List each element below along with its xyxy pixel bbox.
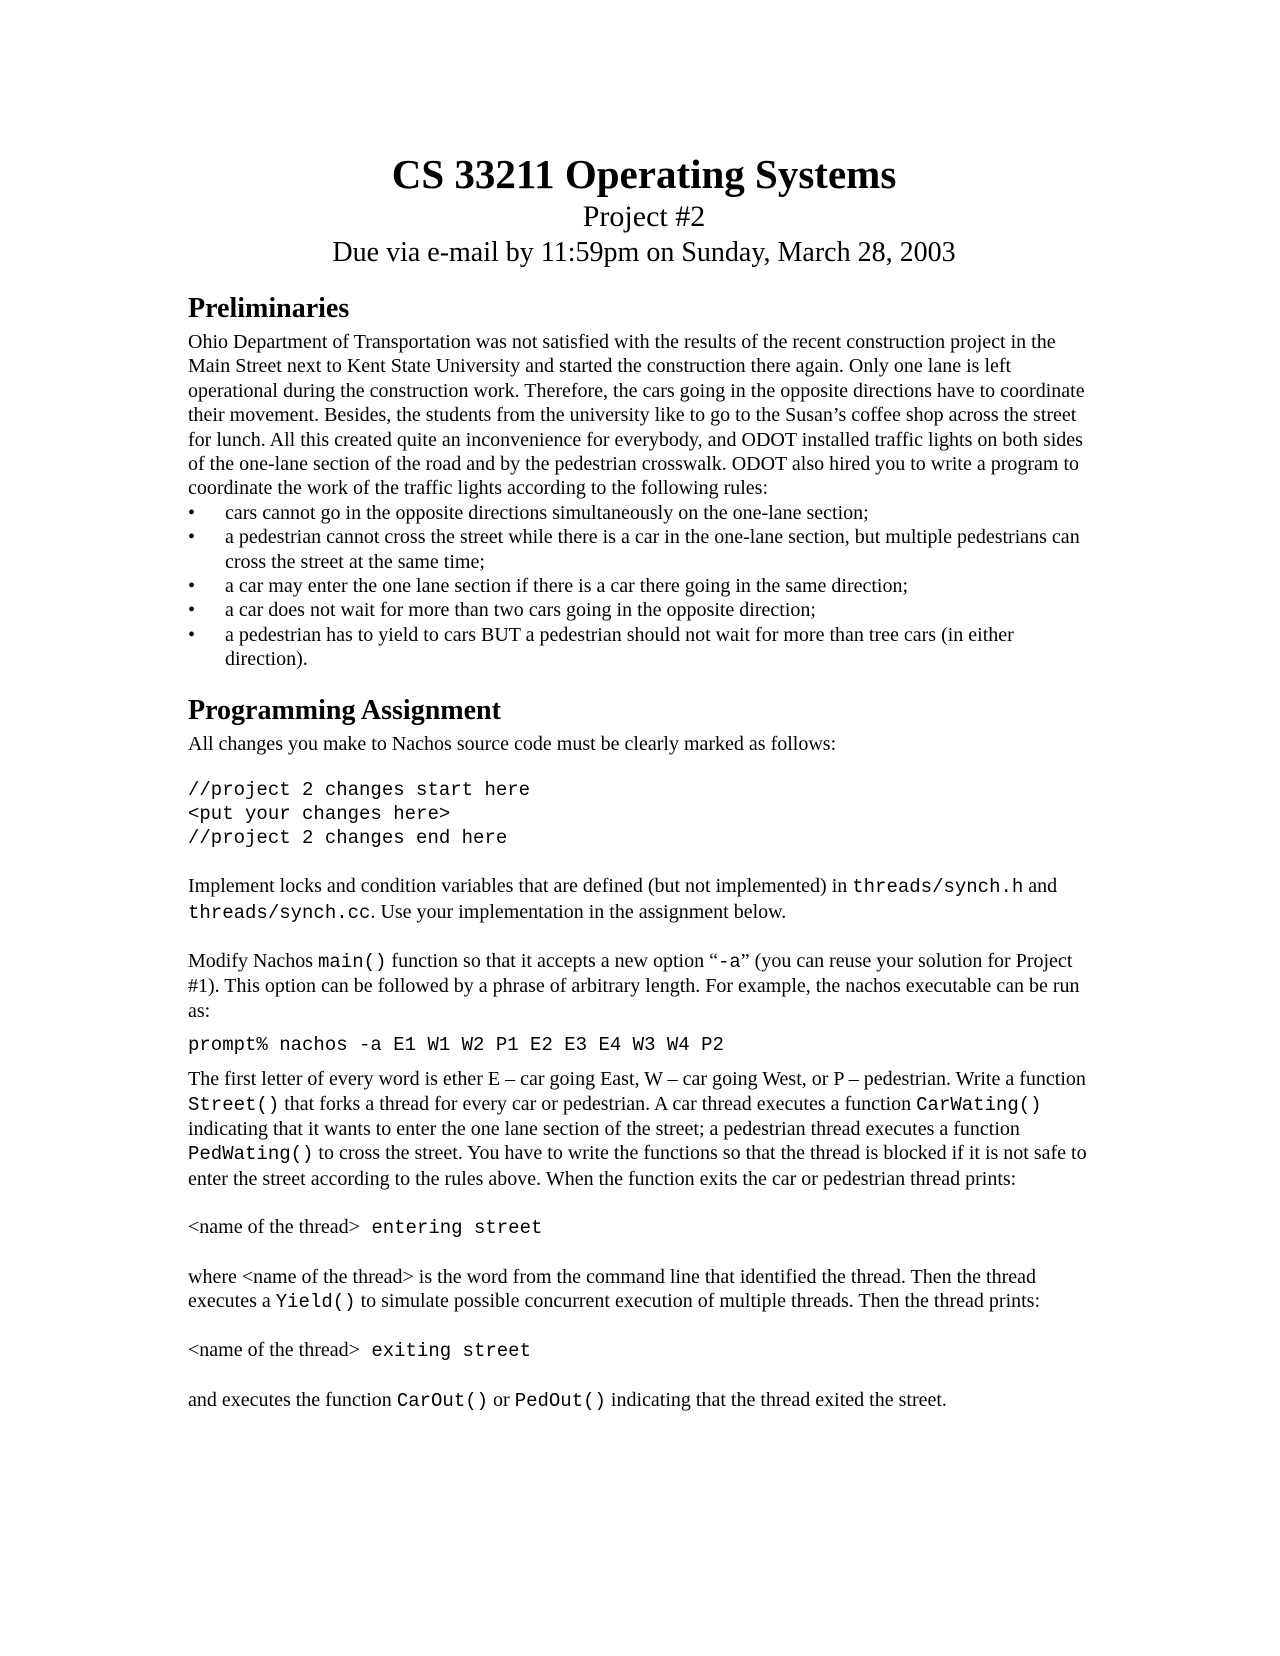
code-line: //project 2 changes end here	[188, 827, 508, 850]
rule-text: cars cannot go in the opposite directions simultaneously on the one-lane section;	[225, 501, 869, 524]
main-option-paragraph	[188, 949, 1100, 1023]
code-line: <put your changes here>	[188, 803, 451, 826]
preliminaries-paragraph: Ohio Department of Transportation was not satisfied with the results of the recent construction project in the Main Street next to Kent State University and started the construction there again. Only one lane is left operational during the construction work. Therefore, the cars going in the opposite directions have to coordinate their movement. Besides, the students from the university like to go to the Susan’s coffee shop across the street for lunch. All this created quite an inconvenience for everybody, and ODOT installed traffic lights on both sides of the one-lane section of the road and by the pedestrian crosswalk. ODOT also hired you to write a program to coordinate the work of the traffic lights according to the following rules:	[188, 331, 1085, 500]
title-block	[188, 150, 1100, 270]
code-option-a: -a	[717, 950, 741, 973]
project-subtitle: Project #2	[582, 200, 706, 233]
code-pedwating: PedWating()	[188, 1143, 314, 1166]
list-item	[188, 525, 1100, 574]
code-main: main()	[317, 950, 387, 973]
prompt-example: prompt% nachos -a E1 W1 W2 P1 E2 E3 E4 W3 W4 P2	[188, 1034, 724, 1057]
code-yield: Yield()	[275, 1290, 356, 1313]
entering-output-line	[188, 1215, 1100, 1240]
text-run: <name of the thread>	[188, 1216, 360, 1239]
yield-paragraph	[188, 1265, 1100, 1315]
code-line: //project 2 changes start here	[188, 779, 531, 802]
street-paragraph	[188, 1067, 1100, 1191]
code-block	[188, 778, 1100, 850]
list-item	[188, 598, 1100, 622]
file-path-synch-cc: threads/synch.cc	[188, 901, 371, 924]
code-exiting-street: exiting street	[359, 1340, 531, 1363]
text-run: or	[488, 1388, 515, 1411]
text-run: and	[1023, 875, 1058, 898]
bullet-icon: •	[188, 599, 196, 622]
bullet-icon: •	[188, 501, 196, 524]
text-run: The first letter of every word is ether E – car going East, W – car going West, or P – pedestrian. Write a function	[188, 1068, 1086, 1091]
text-run: function so that it accepts a new option “	[386, 949, 718, 972]
code-street: Street()	[188, 1093, 280, 1116]
text-run: Implement locks and condition variables that are defined (but not implemented) in	[188, 875, 853, 898]
list-item	[188, 501, 1100, 525]
bullet-icon: •	[188, 575, 196, 598]
carout-paragraph	[188, 1388, 1100, 1413]
rule-text: a car does not wait for more than two cars going in the opposite direction;	[225, 599, 816, 622]
text-run: that forks a thread for every car or pedestrian. A car thread executes a function	[279, 1092, 917, 1115]
bullet-icon: •	[188, 526, 196, 549]
due-date: Due via e-mail by 11:59pm on Sunday, March 28, 2003	[332, 237, 956, 268]
assignment-heading: Programming Assignment	[188, 694, 501, 726]
rule-text: a car may enter the one lane section if there is a car there going in the same direction;	[225, 575, 909, 598]
text-run: . Use your implementation in the assignment below.	[370, 900, 787, 923]
list-item	[188, 623, 1100, 672]
text-run: to cross the street. You have to write the functions so that the thread is blocked if it is not safe to enter the street according to the rules above. When the function exits the car or pedestrian thread prints:	[188, 1142, 1087, 1190]
bullet-icon: •	[188, 623, 196, 646]
locks-paragraph	[188, 874, 1100, 925]
text-run: and executes the function	[188, 1388, 397, 1411]
assignment-intro: All changes you make to Nachos source code must be clearly marked as follows:	[188, 732, 837, 755]
text-run: indicating that it wants to enter the one lane section of the street; a pedestrian thread executes a function	[188, 1117, 1020, 1140]
code-entering-street: entering street	[359, 1217, 543, 1240]
text-run: indicating that the thread exited the street.	[605, 1388, 947, 1411]
file-path-synch-h: threads/synch.h	[852, 876, 1024, 899]
rules-list	[188, 501, 1100, 672]
document-body	[188, 150, 1100, 1413]
code-carout: CarOut()	[396, 1389, 489, 1412]
page-title: CS 33211 Operating Systems	[391, 151, 897, 197]
preliminaries-heading: Preliminaries	[188, 293, 350, 324]
code-carwating: CarWating()	[916, 1093, 1042, 1116]
rule-text: a pedestrian has to yield to cars BUT a pedestrian should not wait for more than tree cars (in either direction).	[225, 623, 1014, 671]
text-run: <name of the thread>	[188, 1339, 360, 1362]
code-pedout: PedOut()	[514, 1389, 606, 1412]
text-run: where <name of the thread> is the word from the command line that identified the thread. Then the thread executes a	[188, 1265, 1037, 1312]
exiting-output-line	[188, 1338, 1100, 1363]
text-run: Modify Nachos	[188, 949, 318, 972]
rule-text: a pedestrian cannot cross the street while there is a car in the one-lane section, but multiple pedestrians can cross the street at the same time;	[225, 526, 1080, 573]
text-run: ” (you can reuse your solution for Project #1). This option can be followed by a phrase of arbitrary length. For example, the nachos executable can be run as:	[188, 949, 1080, 1022]
list-item	[188, 574, 1100, 598]
text-run: to simulate possible concurrent execution of multiple threads. Then the thread prints:	[355, 1289, 1041, 1312]
